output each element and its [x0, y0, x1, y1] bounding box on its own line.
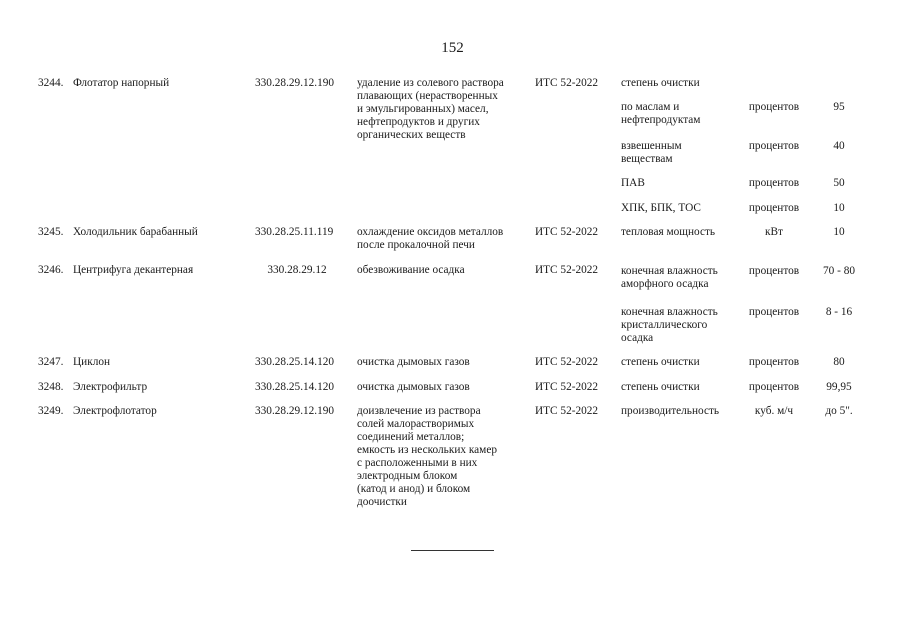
purpose-line: охлаждение оксидов металлов [357, 226, 504, 238]
parameter-name [621, 226, 736, 239]
footer-divider [411, 550, 494, 551]
purpose-line: очистка дымовых газов [357, 356, 470, 368]
parameter-line: конечная влажность [621, 265, 718, 277]
equipment-name: Электрофлотатор [73, 405, 157, 417]
purpose-line: нефтепродуктов и других [357, 116, 480, 128]
row-number: 3247. [38, 356, 64, 368]
purpose-line: органических веществ [357, 129, 466, 141]
equipment-name: Электрофильтр [73, 381, 148, 393]
value: 80 [833, 356, 845, 368]
equipment-code: 330.28.25.14.120 [255, 381, 335, 393]
parameter-line: взвешенным [621, 140, 682, 152]
purpose-line: (катод и анод) и блоком [357, 483, 471, 495]
unit: процентов [748, 356, 800, 368]
row-number: 3245. [38, 226, 64, 238]
equipment-purpose [357, 381, 515, 394]
unit: процентов [748, 202, 800, 214]
equipment-code: 330.28.25.14.120 [255, 356, 335, 368]
purpose-line: солей малорастворимых [357, 418, 475, 430]
standard-ref: ИТС 52-2022 [535, 356, 599, 368]
purpose-line: очистка дымовых газов [357, 381, 470, 393]
unit: куб. м/ч [754, 405, 794, 417]
purpose-line: после прокалочной печи [357, 239, 475, 251]
purpose-line: обезвоживание осадка [357, 264, 465, 276]
standard-ref: ИТС 52-2022 [535, 381, 599, 393]
parameter-name [621, 202, 736, 215]
parameter-line: веществам [621, 153, 673, 165]
value: 50 [833, 177, 845, 189]
value: 8 - 16 [825, 306, 853, 318]
equipment-purpose [357, 226, 515, 252]
purpose-line: плавающих (нерастворенных [357, 90, 498, 102]
parameter-line: ПАВ [621, 177, 645, 189]
purpose-line: удаление из солевого раствора [357, 77, 504, 89]
parameter-name [621, 306, 736, 345]
purpose-line: доочистки [357, 496, 407, 508]
row-number: 3246. [38, 264, 64, 276]
parameter-line: кристаллического [621, 319, 708, 331]
equipment-name: Флотатор напорный [73, 77, 170, 89]
unit: процентов [748, 177, 800, 189]
purpose-line: с расположенными в них [357, 457, 478, 469]
value: 99,95 [826, 381, 852, 393]
parameter-line: степень очистки [621, 77, 700, 89]
parameter-name [621, 265, 736, 291]
standard-ref: ИТС 52-2022 [535, 264, 599, 276]
parameter-line: производительность [621, 405, 720, 417]
parameter-line: степень очистки [621, 356, 700, 368]
equipment-code: 330.28.29.12 [267, 264, 327, 276]
parameter-line: осадка [621, 332, 654, 344]
value: до 5". [825, 405, 853, 417]
parameter-name [621, 140, 736, 166]
table-row [0, 264, 905, 344]
table-row [0, 356, 905, 372]
parameter-name [621, 381, 736, 394]
equipment-name: Холодильник барабанный [73, 226, 198, 238]
table-row [0, 226, 905, 254]
equipment-purpose [357, 77, 515, 142]
equipment-purpose [357, 356, 515, 369]
value: 70 - 80 [822, 265, 855, 277]
value: 10 [833, 226, 845, 238]
equipment-name: Центрифуга декантерная [73, 264, 194, 276]
table-row [0, 405, 905, 515]
parameter-line: степень очистки [621, 381, 700, 393]
equipment-code: 330.28.25.11.119 [255, 226, 334, 238]
standard-ref: ИТС 52-2022 [535, 405, 599, 417]
equipment-code: 330.28.29.12.190 [255, 77, 335, 89]
parameter-name [621, 177, 736, 190]
row-number: 3249. [38, 405, 64, 417]
row-number: 3244. [38, 77, 64, 89]
equipment-purpose [357, 405, 515, 509]
purpose-line: электродным блоком [357, 470, 458, 482]
purpose-line: емкость из нескольких камер [357, 444, 497, 456]
value: 95 [833, 101, 845, 113]
table-row [0, 77, 905, 217]
purpose-line: соединений металлов; [357, 431, 465, 443]
purpose-line: доизвлечение из раствора [357, 405, 481, 417]
parameter-line: нефтепродуктам [621, 114, 701, 126]
standard-ref: ИТС 52-2022 [535, 226, 599, 238]
value: 40 [833, 140, 845, 152]
parameter-name [621, 356, 736, 369]
parameter-line: аморфного осадка [621, 278, 709, 290]
unit: процентов [748, 140, 800, 152]
parameter-line: по маслам и [621, 101, 680, 113]
unit: кВт [765, 226, 783, 238]
parameter-name [621, 101, 736, 127]
purpose-line: и эмульгированных) масел, [357, 103, 489, 115]
parameter-name [621, 405, 736, 418]
unit: процентов [748, 306, 800, 318]
parameter-line: конечная влажность [621, 306, 718, 318]
page-number: 152 [441, 40, 464, 56]
parameter-line: тепловая мощность [621, 226, 716, 238]
unit: процентов [748, 101, 800, 113]
value: 10 [833, 202, 845, 214]
parameter-name [621, 77, 736, 90]
unit: процентов [748, 381, 800, 393]
row-number: 3248. [38, 381, 64, 393]
equipment-purpose [357, 264, 515, 277]
equipment-code: 330.28.29.12.190 [255, 405, 335, 417]
standard-ref: ИТС 52-2022 [535, 77, 599, 89]
table-row [0, 381, 905, 397]
equipment-name: Циклон [73, 356, 111, 368]
parameter-line: ХПК, БПК, ТОС [621, 202, 701, 214]
unit: процентов [748, 265, 800, 277]
